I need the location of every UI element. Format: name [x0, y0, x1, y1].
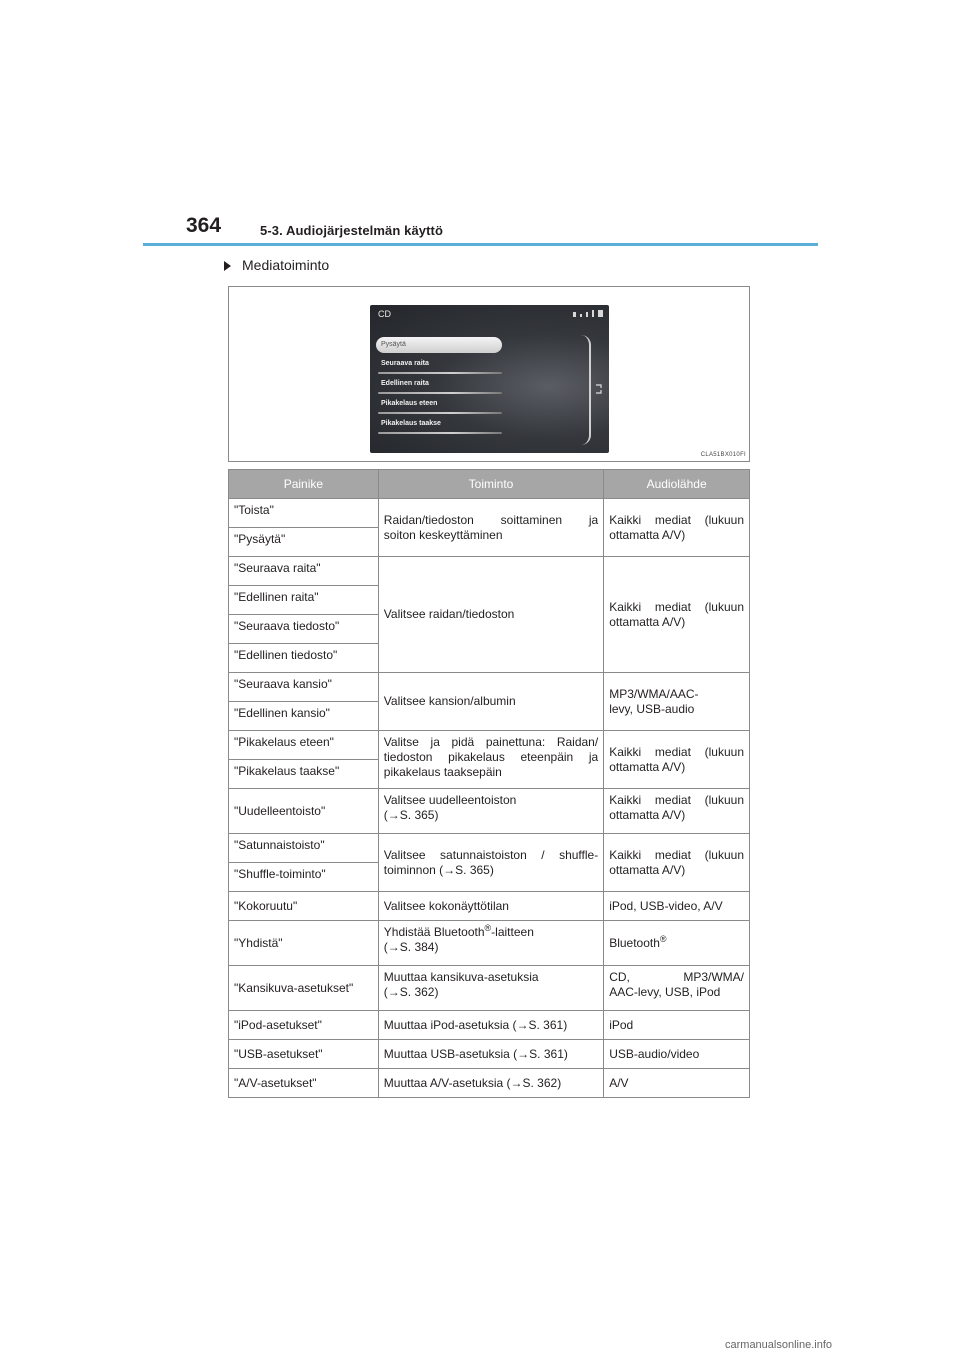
button-cell: "iPod-asetukset": [229, 1011, 379, 1040]
function-cell: Yhdistää Bluetooth®-laitteen (→S. 384): [378, 921, 603, 966]
function-cell: Valitsee uudelleentoiston (→S. 365): [378, 789, 603, 834]
column-header: Toiminto: [378, 470, 603, 499]
source-cell: Bluetooth®: [604, 921, 750, 966]
table-row: [229, 1011, 750, 1040]
function-cell: Muuttaa USB-asetuksia (→S. 361): [378, 1040, 603, 1069]
button-cell: "Seuraava tiedosto": [229, 615, 379, 644]
source-cell: iPod, USB-video, A/V: [604, 892, 750, 921]
function-cell: Muuttaa iPod-asetuksia (→S. 361): [378, 1011, 603, 1040]
source-cell: Kaikki mediat (lukuun ottamatta A/V): [604, 499, 750, 557]
function-cell: Raidan/tiedoston soittaminen ja soiton keskeyttäminen: [378, 499, 603, 557]
page-number: 364: [186, 214, 222, 237]
source-cell: CD, MP3/WMA/ AAC-levy, USB, iPod: [604, 966, 750, 1011]
button-cell: "Kansikuva-asetukset": [229, 966, 379, 1011]
function-cell: Valitsee kokonäyttötilan: [378, 892, 603, 921]
table-row: [229, 834, 750, 863]
button-cell: "Satunnaistoisto": [229, 834, 379, 863]
button-cell: "USB-asetukset": [229, 1040, 379, 1069]
watermark-link[interactable]: carmanualsonline.info: [725, 1339, 833, 1351]
source-cell: Kaikki mediat (lukuun ottamatta A/V): [604, 789, 750, 834]
function-cell: Muuttaa A/V-asetuksia (→S. 362): [378, 1069, 603, 1098]
figure-box: [228, 286, 750, 462]
signal-bar-icon: [580, 314, 582, 317]
button-cell: "Edellinen raita": [229, 586, 379, 615]
triangle-bullet-icon: [224, 261, 231, 271]
button-cell: "A/V-asetukset": [229, 1069, 379, 1098]
button-cell: "Pikakelaus taakse": [229, 760, 379, 789]
table-row: [229, 673, 750, 702]
scroll-knob-icon: [594, 382, 604, 396]
scroll-arc-icon: [581, 335, 591, 445]
subheading: [224, 257, 329, 273]
subheading-text: Mediatoiminto: [242, 257, 330, 273]
table-header-row: [229, 470, 750, 499]
header-divider: [143, 243, 818, 246]
column-header: Painike: [229, 470, 379, 499]
menu-item-seuraava-raita: Seuraava raita: [376, 356, 502, 372]
function-cell: Valitsee kansion/albumin: [378, 673, 603, 731]
table-row: [229, 892, 750, 921]
function-cell: Valitse ja pidä painettuna: Raidan/ tiedoston pikakelaus eteenpäin ja pikakelaus taaksepäin: [378, 731, 603, 789]
function-cell: Valitsee satunnaistoiston / shuffle- toiminnon (→S. 365): [378, 834, 603, 892]
signal-bar-icon: [592, 310, 594, 317]
screen-title: CD: [378, 309, 391, 319]
figure-code: CLA51BX010FI: [700, 452, 746, 458]
source-cell: Kaikki mediat (lukuun ottamatta A/V): [604, 834, 750, 892]
table-row: [229, 789, 750, 834]
section-title: 5-3. Audiojärjestelmän käyttö: [260, 223, 444, 238]
battery-icon: [598, 310, 603, 317]
button-cell: "Pikakelaus eteen": [229, 731, 379, 760]
source-cell: USB-audio/video: [604, 1040, 750, 1069]
button-cell: "Pysäytä": [229, 528, 379, 557]
signal-icons: [573, 310, 603, 317]
button-cell: "Seuraava kansio": [229, 673, 379, 702]
menu-item-pikakelaus-taakse: Pikakelaus taakse: [376, 416, 502, 432]
button-cell: "Toista": [229, 499, 379, 528]
menu-item-edellinen-raita: Edellinen raita: [376, 376, 502, 392]
function-cell: Valitsee raidan/tiedoston: [378, 557, 603, 673]
table-row: [229, 1069, 750, 1098]
button-cell: "Uudelleentoisto": [229, 789, 379, 834]
table-row: [229, 557, 750, 586]
source-cell: MP3/WMA/AAC- levy, USB-audio: [604, 673, 750, 731]
source-cell: iPod: [604, 1011, 750, 1040]
button-cell: "Seuraava raita": [229, 557, 379, 586]
table-row: [229, 499, 750, 528]
media-function-table: [228, 469, 750, 1098]
status-icon: [573, 312, 576, 317]
menu-item-pysayta: Pysäytä: [376, 337, 502, 353]
menu-item-pikakelaus-eteen: Pikakelaus eteen: [376, 396, 502, 412]
function-cell: Muuttaa kansikuva-asetuksia (→S. 362): [378, 966, 603, 1011]
signal-bar-icon: [586, 312, 588, 317]
media-screen-illustration: [370, 305, 609, 453]
button-cell: "Kokoruutu": [229, 892, 379, 921]
button-cell: "Yhdistä": [229, 921, 379, 966]
table-row: [229, 966, 750, 1011]
table-row: [229, 731, 750, 760]
button-cell: "Edellinen tiedosto": [229, 644, 379, 673]
table-row: [229, 1040, 750, 1069]
source-cell: Kaikki mediat (lukuun ottamatta A/V): [604, 557, 750, 673]
button-cell: "Edellinen kansio": [229, 702, 379, 731]
table-row: [229, 921, 750, 966]
source-cell: Kaikki mediat (lukuun ottamatta A/V): [604, 731, 750, 789]
source-cell: A/V: [604, 1069, 750, 1098]
button-cell: "Shuffle-toiminto": [229, 863, 379, 892]
column-header: Audiolähde: [604, 470, 750, 499]
